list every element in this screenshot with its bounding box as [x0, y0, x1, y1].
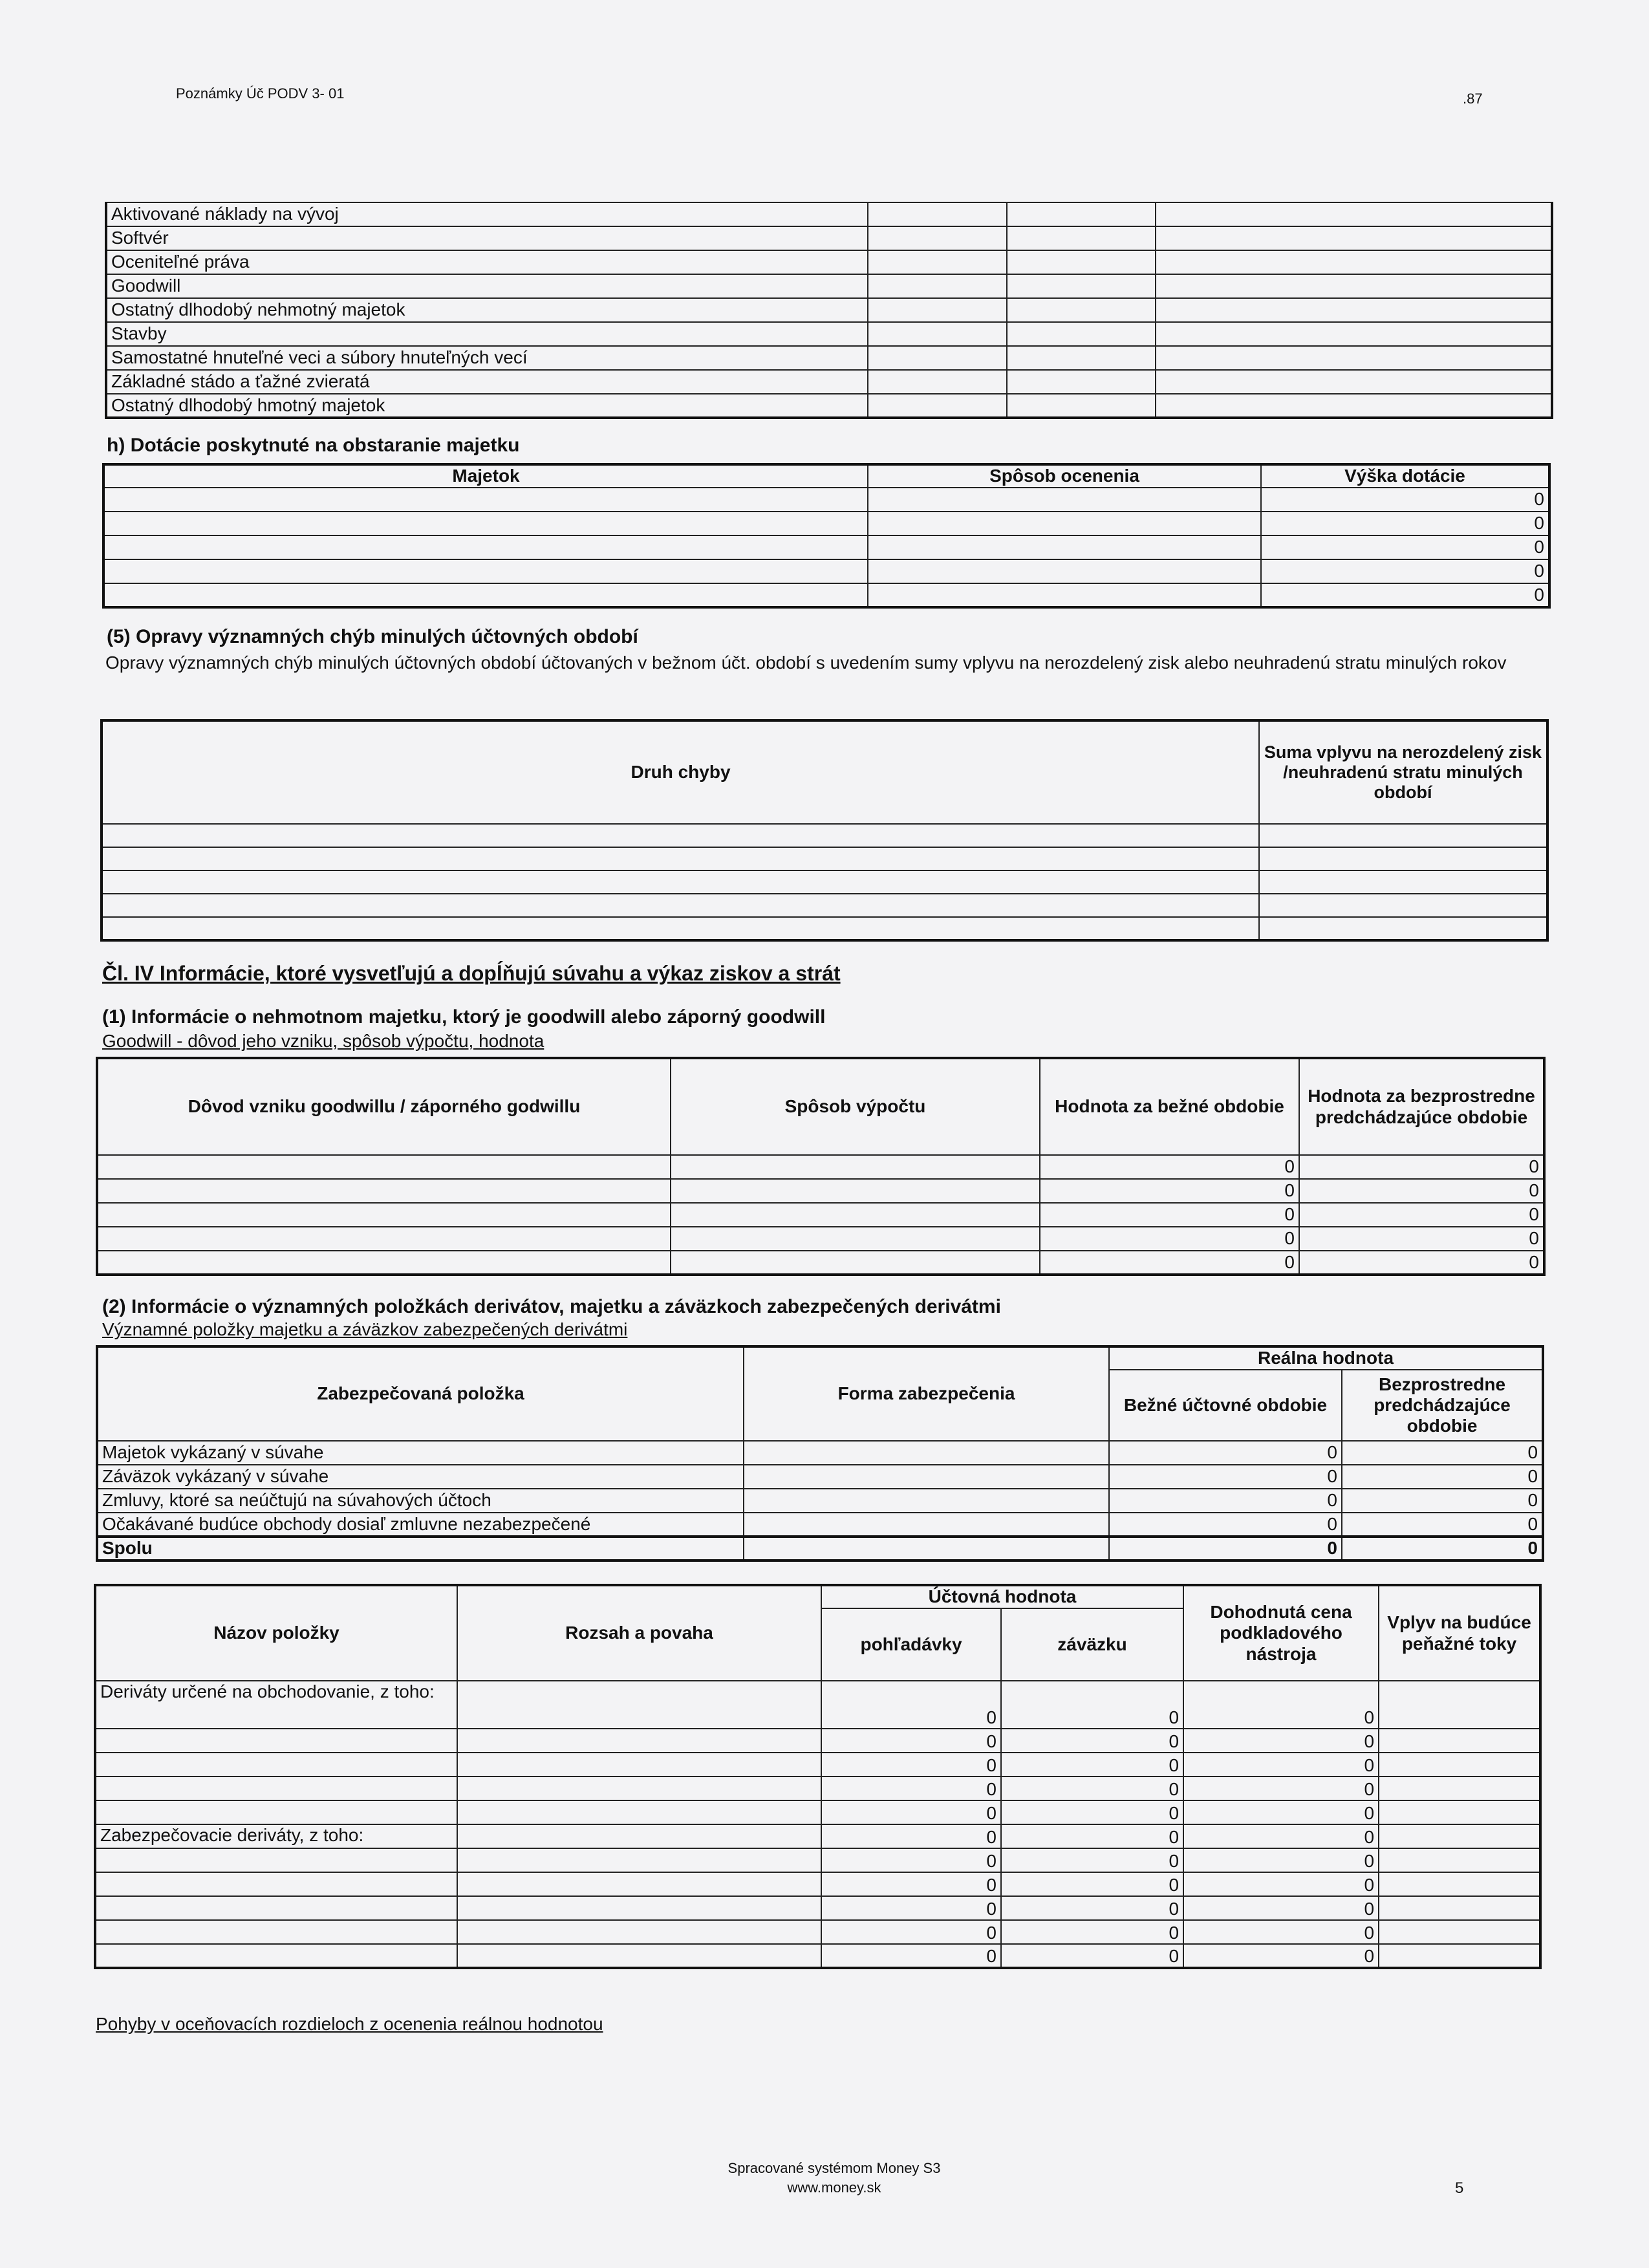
asset-label: Oceniteľné práva [106, 250, 868, 274]
hedged-label: Zmluvy, ktoré sa neúčtujú na súvahových účtoch [97, 1489, 744, 1513]
deriv-pohladavky: 0 [821, 1681, 1001, 1729]
errors-header-suma: Suma vplyvu na nerozdelený zisk /neuhradenú stratu minulých období [1259, 720, 1547, 824]
deriv-zavazku: 0 [1001, 1896, 1183, 1920]
asset-cell [868, 226, 1007, 250]
table-row [103, 512, 1549, 535]
asset-cell [1007, 370, 1156, 394]
goodwill-dovod [97, 1155, 671, 1179]
deriv-label: Zabezpečovacie deriváty, z toho: [95, 1824, 457, 1848]
subsidy-header-sposob: Spôsob ocenenia [868, 464, 1261, 488]
asset-cell [1156, 394, 1552, 418]
goodwill-bezne: 0 [1040, 1251, 1299, 1275]
hedged-forma [744, 1489, 1109, 1513]
table-row [95, 1824, 1540, 1848]
goodwill-dovod [97, 1179, 671, 1203]
deriv-header-uctovna: Účtovná hodnota [821, 1585, 1183, 1608]
deriv-rozsah [457, 1896, 821, 1920]
asset-cell [1007, 298, 1156, 322]
asset-cell [1156, 346, 1552, 370]
asset-list-table [105, 202, 1553, 419]
asset-cell [868, 274, 1007, 298]
deriv-rozsah [457, 1681, 821, 1729]
deriv-label [95, 1896, 457, 1920]
asset-cell [1156, 370, 1552, 394]
deriv-cena: 0 [1183, 1681, 1379, 1729]
asset-label: Ostatný dlhodobý hmotný majetok [106, 394, 868, 418]
hedged-label: Očakávané budúce obchody dosiaľ zmluvne nezabezpečené [97, 1513, 744, 1537]
goodwill-predch: 0 [1299, 1203, 1544, 1227]
subsidy-vyska: 0 [1261, 583, 1549, 607]
table-row [97, 1513, 1543, 1537]
hedged-predch: 0 [1342, 1537, 1543, 1561]
deriv-pohladavky: 0 [821, 1944, 1001, 1968]
section-1-title: (1) Informácie o nehmotnom majetku, ktorý je goodwill alebo záporný goodwill [102, 1006, 826, 1028]
table-row [106, 370, 1552, 394]
subsidy-sposob [868, 535, 1261, 559]
asset-cell [868, 370, 1007, 394]
hedged-header-realna: Reálna hodnota [1109, 1346, 1543, 1370]
deriv-pohladavky: 0 [821, 1777, 1001, 1800]
goodwill-table [96, 1057, 1546, 1276]
table-row [95, 1753, 1540, 1777]
goodwill-predch: 0 [1299, 1251, 1544, 1275]
asset-cell [1007, 322, 1156, 346]
footer-page: 5 [1455, 2179, 1464, 2197]
hedged-items-table [96, 1345, 1544, 1562]
deriv-vplyv [1379, 1824, 1540, 1848]
hedged-label: Spolu [97, 1537, 744, 1561]
deriv-rozsah [457, 1920, 821, 1944]
deriv-vplyv [1379, 1800, 1540, 1824]
table-row [102, 847, 1547, 870]
footer-line2: www.money.sk [787, 2179, 881, 2196]
asset-label: Softvér [106, 226, 868, 250]
deriv-label [95, 1753, 457, 1777]
asset-cell [1156, 274, 1552, 298]
table-row [97, 1251, 1544, 1275]
subsidy-majetok [103, 512, 868, 535]
deriv-cena: 0 [1183, 1872, 1379, 1896]
deriv-rozsah [457, 1824, 821, 1848]
subsidy-vyska: 0 [1261, 535, 1549, 559]
goodwill-predch: 0 [1299, 1155, 1544, 1179]
hedged-predch: 0 [1342, 1489, 1543, 1513]
table-row [95, 1944, 1540, 1968]
deriv-pohladavky: 0 [821, 1896, 1001, 1920]
deriv-vplyv [1379, 1944, 1540, 1968]
deriv-cena: 0 [1183, 1896, 1379, 1920]
asset-label: Ostatný dlhodobý nehmotný majetok [106, 298, 868, 322]
asset-cell [868, 250, 1007, 274]
asset-cell [868, 298, 1007, 322]
goodwill-header-sposob: Spôsob výpočtu [671, 1058, 1040, 1155]
table-row [106, 346, 1552, 370]
goodwill-header-bezne: Hodnota za bežné obdobie [1040, 1058, 1299, 1155]
hedged-bezne: 0 [1109, 1537, 1342, 1561]
deriv-header-nazov: Názov položky [95, 1585, 457, 1681]
deriv-label [95, 1944, 457, 1968]
hedged-bezne: 0 [1109, 1513, 1342, 1537]
asset-cell [868, 322, 1007, 346]
deriv-label [95, 1800, 457, 1824]
deriv-rozsah [457, 1753, 821, 1777]
table-row [97, 1179, 1544, 1203]
error-suma [1259, 894, 1547, 917]
goodwill-sposob [671, 1179, 1040, 1203]
table-row [103, 535, 1549, 559]
asset-cell [1156, 226, 1552, 250]
asset-cell [1156, 202, 1552, 226]
deriv-vplyv [1379, 1896, 1540, 1920]
deriv-rozsah [457, 1729, 821, 1753]
table-row [95, 1896, 1540, 1920]
goodwill-sposob [671, 1155, 1040, 1179]
deriv-cena: 0 [1183, 1920, 1379, 1944]
deriv-rozsah [457, 1800, 821, 1824]
deriv-vplyv [1379, 1872, 1540, 1896]
deriv-rozsah [457, 1944, 821, 1968]
table-row [106, 394, 1552, 418]
deriv-header-cena: Dohodnutá cena podkladového nástroja [1183, 1585, 1379, 1681]
hedged-forma [744, 1441, 1109, 1465]
subsidy-majetok [103, 583, 868, 607]
deriv-zavazku: 0 [1001, 1729, 1183, 1753]
deriv-pohladavky: 0 [821, 1800, 1001, 1824]
goodwill-dovod [97, 1251, 671, 1275]
subsidy-vyska: 0 [1261, 559, 1549, 583]
deriv-label [95, 1920, 457, 1944]
deriv-zavazku: 0 [1001, 1681, 1183, 1729]
table-row [97, 1465, 1543, 1489]
goodwill-bezne: 0 [1040, 1179, 1299, 1203]
table-row [102, 894, 1547, 917]
asset-cell [868, 346, 1007, 370]
hedged-forma [744, 1537, 1109, 1561]
deriv-zavazku: 0 [1001, 1848, 1183, 1872]
hedged-header-polozka: Zabezpečovaná položka [97, 1346, 744, 1441]
deriv-cena: 0 [1183, 1824, 1379, 1848]
error-druh [102, 894, 1259, 917]
asset-cell [868, 394, 1007, 418]
deriv-cena: 0 [1183, 1848, 1379, 1872]
deriv-vplyv [1379, 1753, 1540, 1777]
goodwill-dovod [97, 1203, 671, 1227]
deriv-label: Deriváty určené na obchodovanie, z toho: [95, 1681, 457, 1729]
subsidy-majetok [103, 535, 868, 559]
subsidy-sposob [868, 559, 1261, 583]
deriv-header-vplyv: Vplyv na budúce peňažné toky [1379, 1585, 1540, 1681]
subsidy-header-vyska: Výška dotácie [1261, 464, 1549, 488]
deriv-cena: 0 [1183, 1944, 1379, 1968]
deriv-cena: 0 [1183, 1753, 1379, 1777]
deriv-rozsah [457, 1777, 821, 1800]
table-row [106, 226, 1552, 250]
asset-cell [1007, 250, 1156, 274]
error-druh [102, 847, 1259, 870]
error-suma [1259, 847, 1547, 870]
hedged-predch: 0 [1342, 1465, 1543, 1489]
deriv-header-rozsah: Rozsah a povaha [457, 1585, 821, 1681]
deriv-cena: 0 [1183, 1800, 1379, 1824]
hedged-predch: 0 [1342, 1441, 1543, 1465]
deriv-cena: 0 [1183, 1729, 1379, 1753]
deriv-zavazku: 0 [1001, 1753, 1183, 1777]
asset-label: Stavby [106, 322, 868, 346]
hedged-forma [744, 1465, 1109, 1489]
movements-title: Pohyby v oceňovacích rozdieloch z ocenenia reálnou hodnotou [96, 2014, 603, 2034]
subsidy-sposob [868, 583, 1261, 607]
deriv-pohladavky: 0 [821, 1824, 1001, 1848]
deriv-pohladavky: 0 [821, 1872, 1001, 1896]
error-druh [102, 917, 1259, 940]
section-1-subtitle: Goodwill - dôvod jeho vzniku, spôsob výpočtu, hodnota [102, 1031, 544, 1051]
asset-cell [1156, 250, 1552, 274]
subsidy-vyska: 0 [1261, 512, 1549, 535]
table-row [102, 870, 1547, 894]
deriv-vplyv [1379, 1920, 1540, 1944]
asset-cell [1007, 346, 1156, 370]
table-row [97, 1155, 1544, 1179]
table-row [106, 274, 1552, 298]
asset-label: Samostatné hnuteľné veci a súbory hnuteľných vecí [106, 346, 868, 370]
table-row [103, 559, 1549, 583]
subsidy-vyska: 0 [1261, 488, 1549, 512]
asset-cell [1007, 226, 1156, 250]
table-row [106, 322, 1552, 346]
deriv-vplyv [1379, 1729, 1540, 1753]
table-row [95, 1920, 1540, 1944]
hedged-bezne: 0 [1109, 1441, 1342, 1465]
goodwill-predch: 0 [1299, 1179, 1544, 1203]
deriv-zavazku: 0 [1001, 1920, 1183, 1944]
asset-cell [1007, 394, 1156, 418]
table-row [97, 1489, 1543, 1513]
deriv-vplyv [1379, 1848, 1540, 1872]
table-row [106, 250, 1552, 274]
hedged-header-predch: Bezprostredne predchádzajúce obdobie [1342, 1370, 1543, 1441]
deriv-rozsah [457, 1872, 821, 1896]
deriv-pohladavky: 0 [821, 1753, 1001, 1777]
deriv-label [95, 1777, 457, 1800]
goodwill-sposob [671, 1227, 1040, 1251]
subsidy-sposob [868, 512, 1261, 535]
subsidy-majetok [103, 488, 868, 512]
derivatives-table [94, 1584, 1542, 1969]
deriv-zavazku: 0 [1001, 1777, 1183, 1800]
goodwill-bezne: 0 [1040, 1227, 1299, 1251]
goodwill-header-predch: Hodnota za bezprostredne predchádzajúce obdobie [1299, 1058, 1544, 1155]
table-row [103, 583, 1549, 607]
table-row [106, 202, 1552, 226]
deriv-label [95, 1872, 457, 1896]
table-row [97, 1227, 1544, 1251]
asset-label: Aktivované náklady na vývoj [106, 202, 868, 226]
errors-header-druh: Druh chyby [102, 720, 1259, 824]
asset-cell [1007, 274, 1156, 298]
asset-label: Goodwill [106, 274, 868, 298]
hedged-header-forma: Forma zabezpečenia [744, 1346, 1109, 1441]
deriv-label [95, 1729, 457, 1753]
deriv-vplyv [1379, 1777, 1540, 1800]
asset-cell [868, 202, 1007, 226]
table-row [97, 1537, 1543, 1561]
table-row [106, 298, 1552, 322]
hedged-bezne: 0 [1109, 1489, 1342, 1513]
section-iv-title: Čl. IV Informácie, ktoré vysvetľujú a dopĺňujú súvahu a výkaz ziskov a strát [102, 962, 841, 985]
hedged-bezne: 0 [1109, 1465, 1342, 1489]
deriv-zavazku: 0 [1001, 1872, 1183, 1896]
goodwill-sposob [671, 1203, 1040, 1227]
asset-label: Základné stádo a ťažné zvieratá [106, 370, 868, 394]
goodwill-bezne: 0 [1040, 1155, 1299, 1179]
hedged-predch: 0 [1342, 1513, 1543, 1537]
error-suma [1259, 870, 1547, 894]
goodwill-predch: 0 [1299, 1227, 1544, 1251]
subsidy-table [102, 463, 1551, 609]
deriv-label [95, 1848, 457, 1872]
deriv-vplyv [1379, 1681, 1540, 1729]
goodwill-dovod [97, 1227, 671, 1251]
deriv-rozsah [457, 1848, 821, 1872]
error-druh [102, 824, 1259, 847]
table-row [95, 1800, 1540, 1824]
deriv-pohladavky: 0 [821, 1729, 1001, 1753]
deriv-pohladavky: 0 [821, 1920, 1001, 1944]
table-row [95, 1729, 1540, 1753]
table-row [102, 824, 1547, 847]
deriv-zavazku: 0 [1001, 1824, 1183, 1848]
errors-table [100, 719, 1549, 942]
table-row [103, 488, 1549, 512]
error-suma [1259, 917, 1547, 940]
table-row [95, 1681, 1540, 1729]
table-row [97, 1441, 1543, 1465]
asset-cell [1007, 202, 1156, 226]
error-suma [1259, 824, 1547, 847]
goodwill-sposob [671, 1251, 1040, 1275]
deriv-zavazku: 0 [1001, 1800, 1183, 1824]
deriv-zavazku: 0 [1001, 1944, 1183, 1968]
table-row [102, 917, 1547, 940]
hedged-forma [744, 1513, 1109, 1537]
section-h-title: h) Dotácie poskytnuté na obstaranie majetku [107, 435, 520, 456]
goodwill-header-dovod: Dôvod vzniku goodwillu / záporného godwillu [97, 1058, 671, 1155]
section-2-subtitle: Významné položky majetku a záväzkov zabezpečených derivátmi [102, 1319, 628, 1339]
subsidy-header-majetok: Majetok [103, 464, 868, 488]
section-5-text: Opravy významných chýb minulých účtovných období účtovaných v bežnom účt. období s uvedením sumy vplyvu na nerozdelený zisk alebo neuhradenú stratu minulých rokov [105, 653, 1507, 673]
hedged-label: Majetok vykázaný v súvahe [97, 1441, 744, 1465]
deriv-header-pohladavky: pohľadávky [821, 1608, 1001, 1681]
deriv-pohladavky: 0 [821, 1848, 1001, 1872]
asset-cell [1156, 322, 1552, 346]
asset-cell [1156, 298, 1552, 322]
subsidy-majetok [103, 559, 868, 583]
hedged-header-bezne: Bežné účtovné obdobie [1109, 1370, 1342, 1441]
section-2-title: (2) Informácie o významných položkách derivátov, majetku a záväzkoch zabezpečených derivátmi [102, 1296, 1001, 1317]
error-druh [102, 870, 1259, 894]
hedged-label: Záväzok vykázaný v súvahe [97, 1465, 744, 1489]
table-row [95, 1777, 1540, 1800]
table-row [95, 1848, 1540, 1872]
header-left: Poznámky Úč PODV 3- 01 [176, 85, 345, 102]
goodwill-bezne: 0 [1040, 1203, 1299, 1227]
table-row [97, 1203, 1544, 1227]
deriv-cena: 0 [1183, 1777, 1379, 1800]
table-row [95, 1872, 1540, 1896]
header-right: .87 [1463, 91, 1483, 107]
section-5-title: (5) Opravy významných chýb minulých účtovných období [107, 626, 638, 647]
footer-line1: Spracované systémom Money S3 [727, 2160, 941, 2176]
deriv-header-zavazku: záväzku [1001, 1608, 1183, 1681]
subsidy-sposob [868, 488, 1261, 512]
